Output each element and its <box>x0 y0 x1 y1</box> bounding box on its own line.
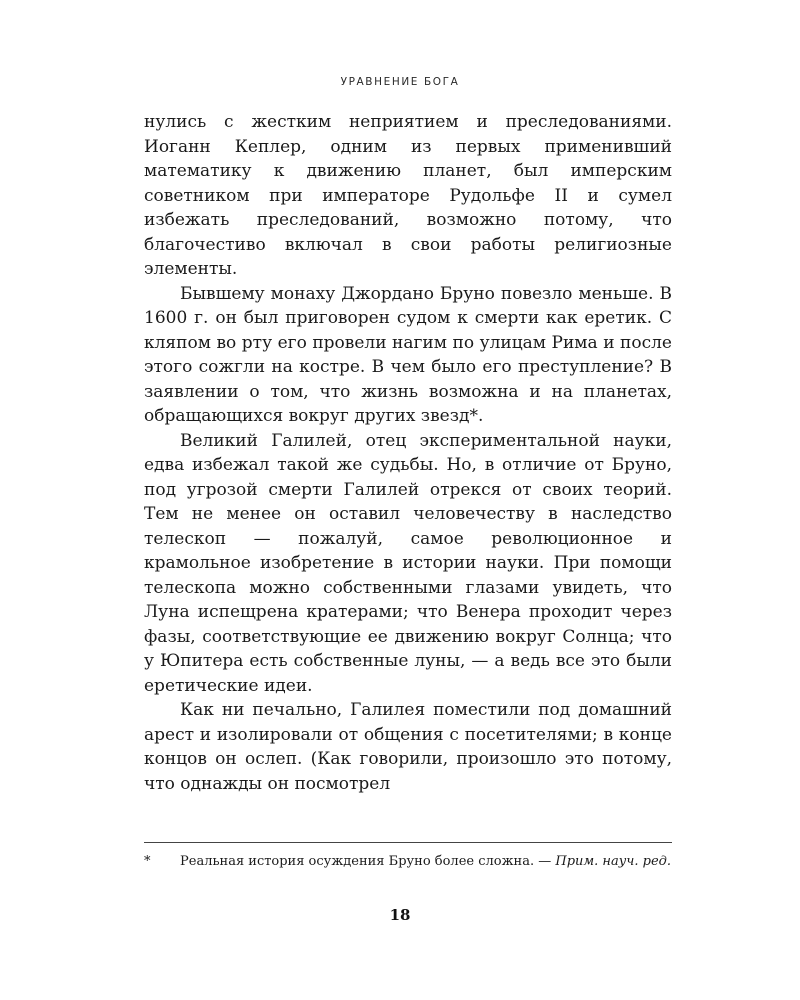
footnote-text: Реальная история осуждения Бруно более сложна. — <box>180 854 552 869</box>
footnote-body <box>180 852 672 872</box>
running-header: УРАВНЕНИЕ БОГА <box>340 76 460 88</box>
footnote-marker: * <box>144 854 151 869</box>
paragraph-bruno: Бывшему монаху Джордано Бруно повезло меньше. В 1600 г. он был приговорен судом к смерти как еретик. С кляпом во рту его провели нагим по улицам Рима и после этого сожгли на костре. В чем было его преступление? В заявлении о том, что жизнь возможна и на планетах, обращающихся вокруг других звезд*. <box>144 283 672 426</box>
footnote <box>144 852 672 872</box>
body-text <box>144 110 672 796</box>
footnote-divider <box>144 842 672 843</box>
paragraph-galileo-arrest: Как ни печально, Галилея поместили под домашний арест и изолировали от общения с посетителями; в конце концов он ослеп. (Как говорили, произошло это потому, что однажды он посмотрел <box>144 700 672 794</box>
page-number: 18 <box>389 906 411 924</box>
paragraph-galileo: Великий Галилей, отец экспериментальной науки, едва избежал такой же судьбы. Но, в отличие от Бруно, под угрозой смерти Галилей отрекся от своих теорий. Тем не менее он оставил человечеству в наследство телескоп — пожалуй, самое революционное и крамольное изобретение в истории науки. При помощи телескопа можно собственными глазами увидеть, что Луна испещрена кратерами; что Венера проходит через фазы, соответствующие ее движению вокруг Солнца; что у Юпитера есть собственные луны, — а ведь все это были еретические идеи. <box>144 430 672 696</box>
paragraph-continued: нулись с жестким неприятием и преследованиями. Иоганн Кеплер, одним из первых применивший математику к движению планет, был имперским советником при императоре Рудольфе II и сумел избежать преследований, возможно потому, что благочестиво включал в свои работы религиозные элементы. <box>144 112 672 279</box>
footnote-editor-note: Прим. науч. ред. <box>555 854 672 869</box>
